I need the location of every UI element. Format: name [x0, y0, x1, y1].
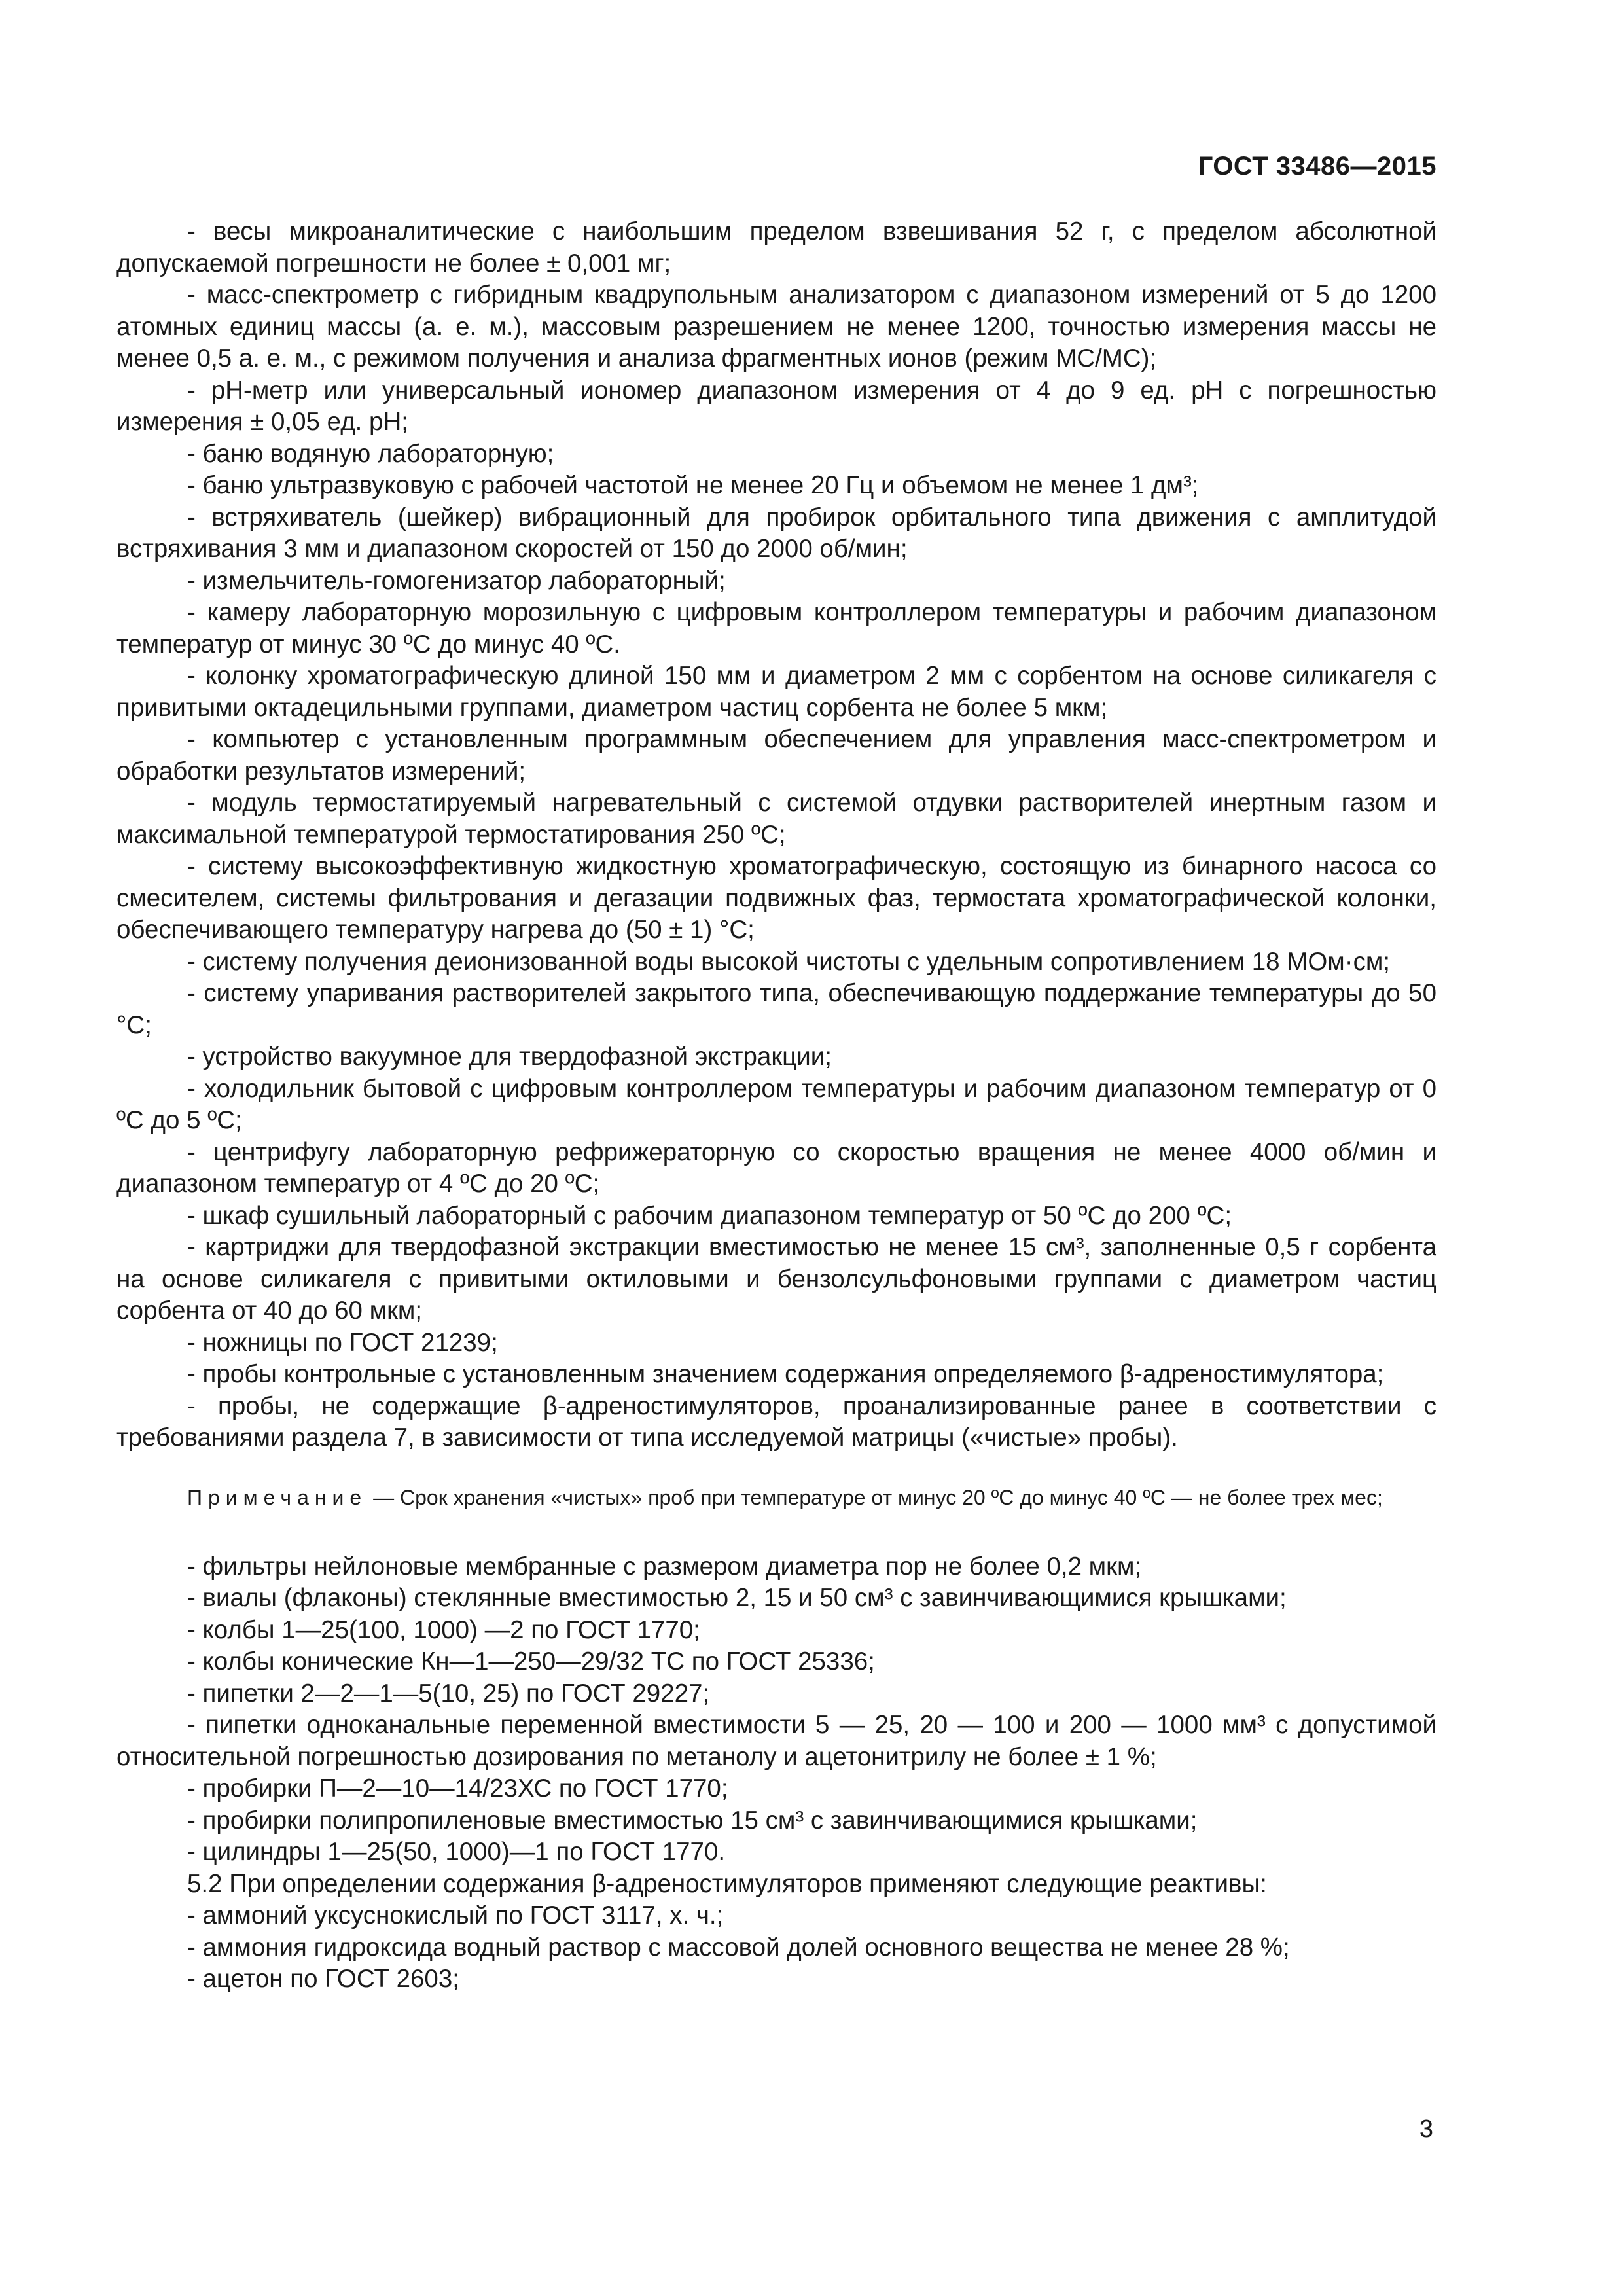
- list-item: - систему упаривания растворителей закрытого типа, обеспечивающую поддержание температуры до 50 °С;: [116, 979, 1436, 1039]
- document-code-header: ГОСТ 33486—2015: [1198, 152, 1436, 181]
- list-item: - масс-спектрометр с гибридным квадрупольным анализатором с диапазоном измерений от 5 до 1200 атомных единиц массы (а. е. м.), массовым разрешением не менее 1200, точностью измерения массы не менее 0,5 а. е. м., с режимом получения и анализа фрагментных ионов (режим МС/МС);: [116, 281, 1436, 372]
- list-item: - измельчитель-гомогенизатор лабораторный;: [187, 566, 726, 595]
- page-number: 3: [1419, 2115, 1433, 2143]
- list-item: - фильтры нейлоновые мембранные с размером диаметра пор не более 0,2 мкм;: [187, 1552, 1142, 1581]
- note-label: Примечание: [187, 1485, 368, 1509]
- list-item: - ножницы по ГОСТ 21239;: [187, 1328, 498, 1357]
- list-item: - встряхиватель (шейкер) вибрационный для пробирок орбитального типа движения с амплитудой встряхивания 3 мм и диапазоном скоростей от 150 до 2000 об/мин;: [116, 503, 1436, 563]
- list-item: - центрифугу лабораторную рефрижераторную со скоростью вращения не менее 4000 об/мин и диапазоном температур от 4 ºС до 20 ºС;: [116, 1138, 1436, 1198]
- list-item: - аммоний уксуснокислый по ГОСТ 3117, х. ч.;: [187, 1901, 724, 1929]
- list-item: - пробирки полипропиленовые вместимостью 15 см³ с завинчивающимися крышками;: [187, 1806, 1198, 1835]
- list-item: - холодильник бытовой с цифровым контроллером температуры и рабочим диапазоном температур от 0 ºС до 5 ºС;: [116, 1074, 1436, 1134]
- list-item: - цилиндры 1—25(50, 1000)—1 по ГОСТ 1770.: [187, 1838, 726, 1866]
- list-item: - картриджи для твердофазной экстракции вместимостью не менее 15 см³, заполненные 0,5 г сорбента на основе силикагеля с привитыми октиловыми и бензолсульфоновыми группами с диаметром частиц сорбента от 40 до 60 мкм;: [116, 1233, 1436, 1325]
- section-paragraph: 5.2 При определении содержания β-адреностимуляторов применяют следующие реактивы:: [187, 1869, 1267, 1898]
- list-item: - колбы конические Кн—1—250—29/32 ТС по ГОСТ 25336;: [187, 1647, 875, 1676]
- document-body: [116, 216, 1436, 1996]
- list-item: - камеру лабораторную морозильную с цифровым контроллером температуры и рабочим диапазоном температур от минус 30 ºС до минус 40 ºС.: [116, 598, 1436, 658]
- list-item: - пробы контрольные с установленным значением содержания определяемого β-адреностимулятора;: [187, 1360, 1384, 1388]
- list-item: - аммония гидроксида водный раствор с массовой долей основного вещества не менее 28 %;: [187, 1933, 1290, 1962]
- list-item: - ацетон по ГОСТ 2603;: [187, 1965, 459, 1993]
- note-paragraph: [116, 1482, 1436, 1513]
- list-item: - пробирки П—2—10—14/23ХС по ГОСТ 1770;: [187, 1774, 728, 1803]
- list-item: - колонку хроматографическую длиной 150 мм и диаметром 2 мм с сорбентом на основе силикагеля с привитыми октадецильными группами, диаметром частиц сорбента не более 5 мкм;: [116, 662, 1436, 722]
- list-item: - пипетки 2—2—1—5(10, 25) по ГОСТ 29227;: [187, 1679, 710, 1708]
- list-item: - баню водяную лабораторную;: [187, 439, 554, 468]
- list-item: - колбы 1—25(100, 1000) —2 по ГОСТ 1770;: [187, 1615, 700, 1644]
- list-item: - систему высокоэффективную жидкостную хроматографическую, состоящую из бинарного насоса со смесителем, системы фильтрования и дегазации подвижных фаз, термостата хроматографической колонки, обеспечивающего температуру нагрева до (50 ± 1) °С;: [116, 852, 1436, 944]
- note-text: — Срок хранения «чистых» проб при температуре от минус 20 ºС до минус 40 ºС — не более трех мес;: [367, 1485, 1383, 1509]
- equipment-list: [116, 216, 1436, 1454]
- list-item: - баню ультразвуковую с рабочей частотой не менее 20 Гц и объемом не менее 1 дм³;: [187, 471, 1199, 499]
- materials-list: [116, 1551, 1436, 1996]
- list-item: - модуль термостатируемый нагревательный с системой отдувки растворителей инертным газом и максимальной температурой термостатирования 250 ºС;: [116, 789, 1436, 849]
- list-item: - виалы (флаконы) стеклянные вместимостью 2, 15 и 50 см³ с завинчивающимися крышками;: [187, 1584, 1287, 1612]
- list-item: - пробы, не содержащие β-адреностимуляторов, проанализированные ранее в соответствии с требованиями раздела 7, в зависимости от типа исследуемой матрицы («чистые» пробы).: [116, 1391, 1436, 1452]
- list-item: - pH-метр или универсальный иономер диапазоном измерения от 4 до 9 ед. pH с погрешностью измерения ± 0,05 ед. pH;: [116, 376, 1436, 436]
- list-item: - компьютер с установленным программным обеспечением для управления масс-спектрометром и обработки результатов измерений;: [116, 725, 1436, 785]
- list-item: - систему получения деионизованной воды высокой чистоты с удельным сопротивлением 18 МОм·см;: [187, 947, 1390, 976]
- list-item: - устройство вакуумное для твердофазной экстракции;: [187, 1043, 832, 1071]
- list-item: - шкаф сушильный лабораторный с рабочим диапазоном температур от 50 ºС до 200 ºС;: [187, 1201, 1232, 1230]
- list-item: - весы микроаналитические с наибольшим пределом взвешивания 52 г, с пределом абсолютной допускаемой погрешности не более ± 0,001 мг;: [116, 217, 1436, 278]
- list-item: - пипетки одноканальные переменной вместимости 5 — 25, 20 — 100 и 200 — 1000 мм³ с допустимой относительной погрешностью дозирования по метанолу и ацетонитрилу не более ± 1 %;: [116, 1711, 1436, 1771]
